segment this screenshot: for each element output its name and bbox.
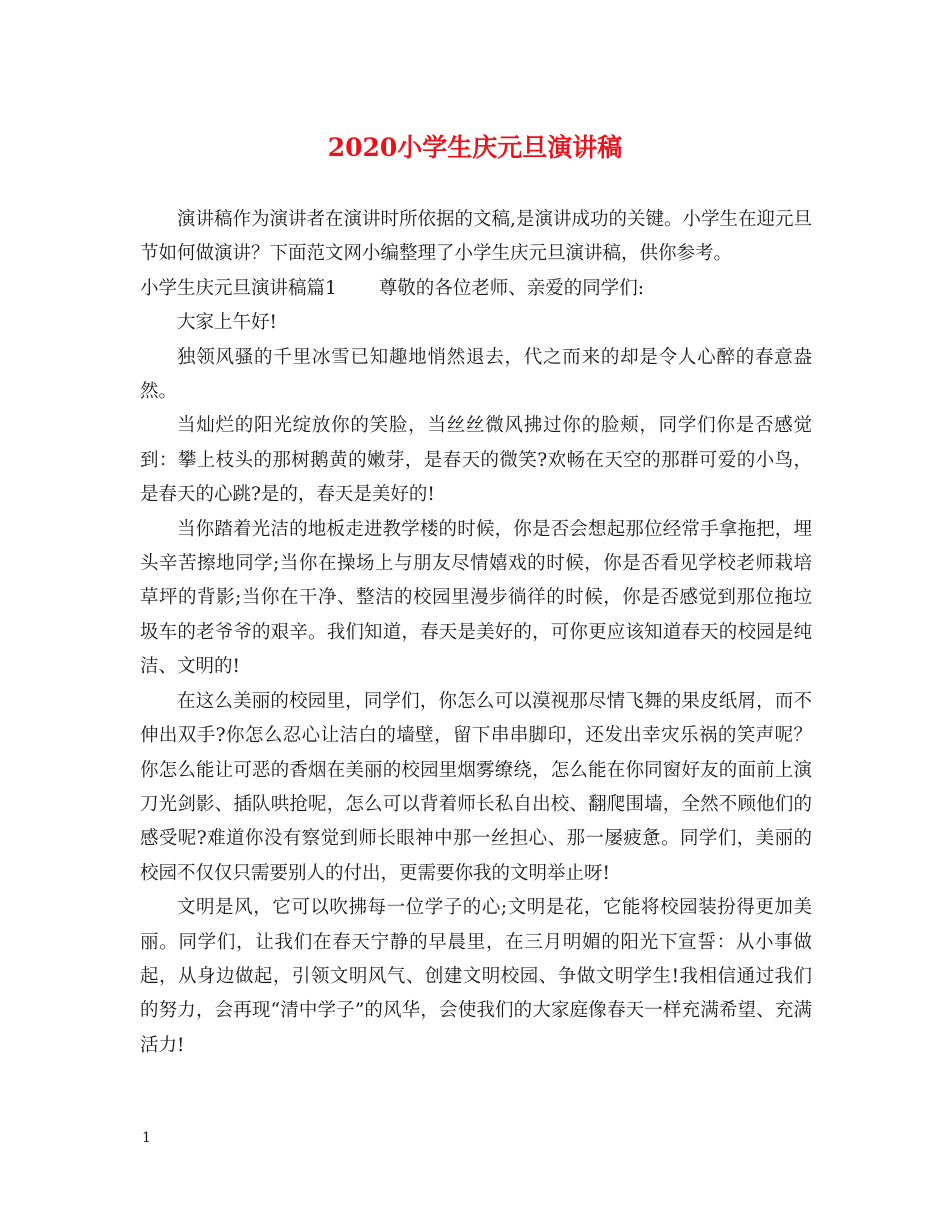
body-paragraph: 当灿烂的阳光绽放你的笑脸，当丝丝微风拂过你的脸颊，同学们你是否感觉到：攀上枝头的那树鹅黄的嫩芽，是春天的微笑?欢畅在天空的那群可爱的小鸟，是春天的心跳?是的，春天是美好的! (140, 415, 812, 506)
body-paragraph: 当你踏着光洁的地板走进教学楼的时候，你是否会想起那位经常手拿拖把，埋头辛苦擦地同学;当你在操场上与朋友尽情嬉戏的时候，你是否看见学校老师栽培草坪的背影;当你在干净、整洁的校园里漫步徜徉的时候，你是否感觉到那位拖垃圾车的老爷爷的艰辛。我们知道，春天是美好的，可你更应该知道春天的校园是纯洁、文明的! (140, 518, 812, 678)
body-paragraph: 大家上午好! (177, 312, 277, 334)
document-title: 2020小学生庆元旦演讲稿 (327, 133, 623, 162)
body-paragraph: 在这么美丽的校园里，同学们，你怎么可以漠视那尽情飞舞的果皮纸屑，而不伸出双手?你怎么忍心让洁白的墙壁，留下串串脚印，还发出幸灾乐祸的笑声呢？你怎么能让可恶的香烟在美丽的校园里烟雾缭绕，怎么能在你同窗好友的面前上演刀光剑影、插队哄抢呢，怎么可以背着师长私自出校、翻爬围墙，全然不顾他们的感受呢?难道你没有察觉到师长眼神中那一丝担心、那一屡疲惫。同学们，美丽的校园不仅仅只需要别人的付出，更需要你我的文明举止呀! (140, 690, 812, 884)
section-heading: 小学生庆元旦演讲稿篇1 (140, 277, 337, 299)
section-heading-line (140, 272, 812, 306)
intro-paragraph: 演讲稿作为演讲者在演讲时所依据的文稿,是演讲成功的关键。小学生在迎元旦节如何做演讲？下面范文网小编整理了小学生庆元旦演讲稿，供你参考。 (140, 209, 812, 265)
body-paragraph: 独领风骚的千里冰雪已知趣地悄然退去，代之而来的却是令人心醉的春意盎然。 (140, 346, 812, 403)
salutation: 尊敬的各位老师、亲爱的同学们: (378, 277, 645, 299)
document-body (140, 203, 812, 1063)
body-paragraph: 文明是风，它可以吹拂每一位学子的心;文明是花，它能将校园装扮得更加美丽。同学们，让我们在春天宁静的早晨里，在三月明媚的阳光下宣誓：从小事做起，从身边做起，引领文明风气、创建文明校园、争做文明学生!我相信通过我们的努力，会再现“清中学子”的风华，会使我们的大家庭像春天一样充满希望、充满活力! (140, 897, 812, 1056)
page-number: 1 (142, 1130, 151, 1146)
